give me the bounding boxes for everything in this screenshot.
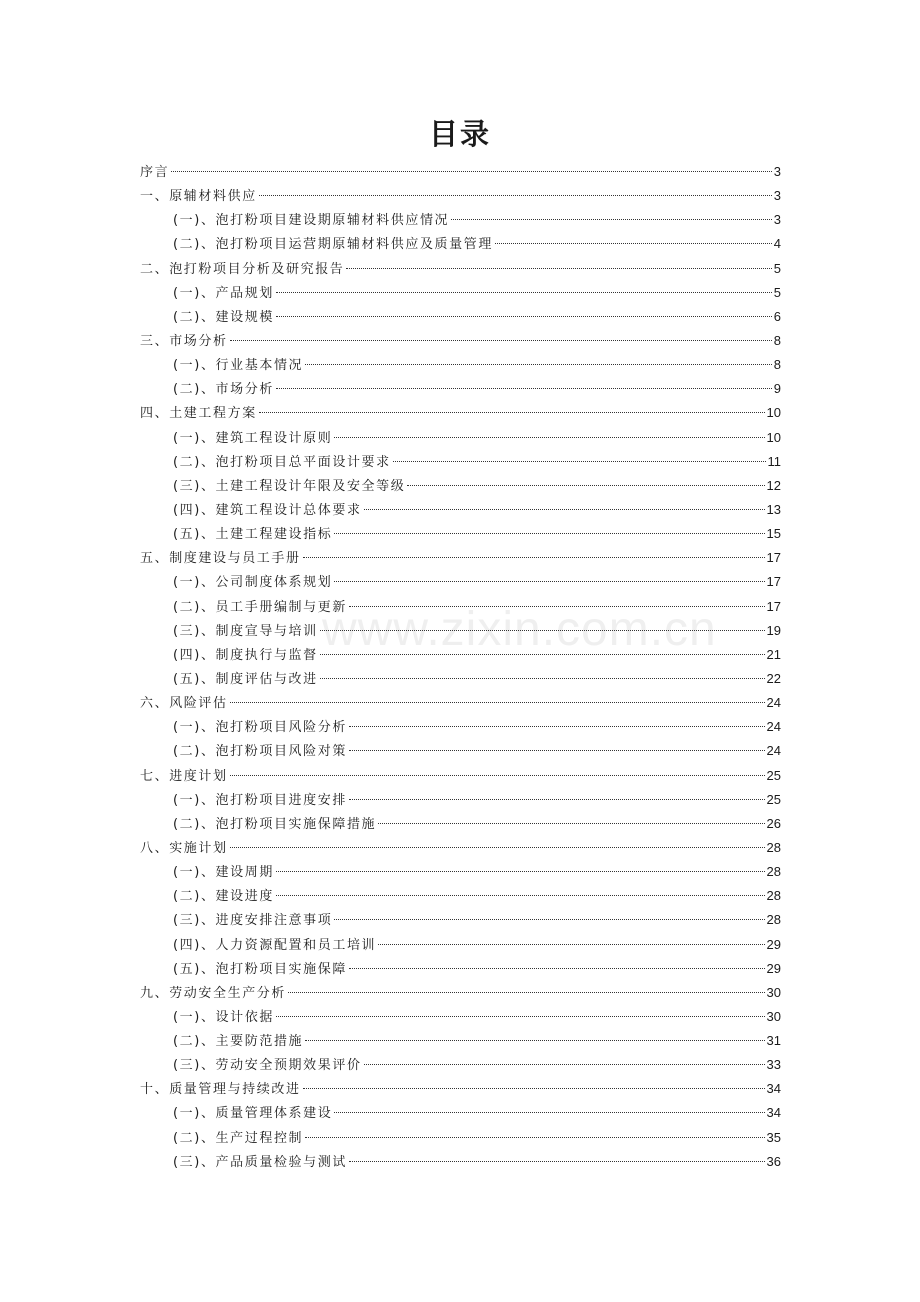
toc-subsection-entry[interactable] [140, 1101, 781, 1125]
toc-subsection-entry[interactable] [140, 739, 781, 763]
toc-entry-label: 九、劳动安全生产分析 [140, 985, 287, 1001]
toc-section-entry[interactable] [140, 691, 781, 715]
toc-subsection-entry[interactable] [140, 619, 781, 643]
toc-dot-leader [349, 606, 765, 607]
toc-subsection-entry[interactable] [140, 860, 781, 884]
toc-subsection-entry[interactable] [140, 812, 781, 836]
toc-dot-leader [276, 1016, 765, 1017]
toc-page-number: 24 [766, 695, 781, 711]
toc-page-number: 4 [773, 236, 781, 252]
toc-dot-leader [393, 461, 766, 462]
toc-page-number: 33 [766, 1057, 781, 1073]
toc-entry-label: (一)、设计依据 [173, 1009, 274, 1025]
toc-subsection-entry[interactable] [140, 788, 781, 812]
toc-entry-label: (二)、泡打粉项目运营期原辅材料供应及质量管理 [173, 237, 493, 253]
toc-dot-leader [346, 268, 771, 269]
toc-dot-leader [349, 1161, 765, 1162]
toc-dot-leader [259, 412, 765, 413]
toc-page-number: 9 [773, 381, 781, 397]
toc-page-number: 17 [766, 574, 781, 590]
toc-page-number: 34 [766, 1081, 781, 1097]
toc-page-number: 12 [766, 477, 781, 493]
toc-page-number: 22 [766, 670, 781, 686]
toc-subsection-entry[interactable] [140, 1126, 781, 1150]
toc-subsection-entry[interactable] [140, 498, 781, 522]
toc-page-number: 24 [766, 719, 781, 735]
toc-subsection-entry[interactable] [140, 377, 781, 401]
toc-page-number: 28 [766, 912, 781, 928]
toc-page-number: 10 [766, 405, 781, 421]
toc-entry-label: 二、泡打粉项目分析及研究报告 [140, 261, 345, 277]
toc-section-entry[interactable] [140, 764, 781, 788]
toc-page-number: 6 [773, 308, 781, 324]
toc-section-entry[interactable] [140, 160, 781, 184]
toc-entry-label: (三)、劳动安全预期效果评价 [173, 1058, 362, 1074]
toc-subsection-entry[interactable] [140, 908, 781, 932]
toc-entry-label: (二)、建设规模 [173, 309, 274, 325]
toc-section-entry[interactable] [140, 981, 781, 1005]
toc-subsection-entry[interactable] [140, 1005, 781, 1029]
toc-subsection-entry[interactable] [140, 933, 781, 957]
toc-page-number: 28 [766, 864, 781, 880]
toc-page-number: 25 [766, 767, 781, 783]
toc-dot-leader [230, 702, 765, 703]
toc-page-number: 28 [766, 888, 781, 904]
toc-page-number: 11 [767, 453, 781, 469]
toc-page-number: 28 [766, 839, 781, 855]
toc-page-number: 15 [766, 526, 781, 542]
toc-page-number: 24 [766, 743, 781, 759]
toc-entry-label: (二)、生产过程控制 [173, 1130, 304, 1146]
toc-dot-leader [303, 1088, 765, 1089]
toc-entry-label: (一)、建筑工程设计原则 [173, 430, 333, 446]
toc-subsection-entry[interactable] [140, 957, 781, 981]
toc-subsection-entry[interactable] [140, 522, 781, 546]
toc-section-entry[interactable] [140, 184, 781, 208]
toc-section-entry[interactable] [140, 546, 781, 570]
toc-subsection-entry[interactable] [140, 643, 781, 667]
toc-entry-label: 一、原辅材料供应 [140, 189, 257, 205]
toc-subsection-entry[interactable] [140, 426, 781, 450]
toc-subsection-entry[interactable] [140, 884, 781, 908]
toc-dot-leader [305, 1137, 764, 1138]
toc-entry-label: (二)、市场分析 [173, 382, 274, 398]
toc-entry-label: (三)、土建工程设计年限及安全等级 [173, 478, 406, 494]
toc-entry-label: (一)、行业基本情况 [173, 358, 304, 374]
toc-entry-label: (一)、公司制度体系规划 [173, 575, 333, 591]
toc-dot-leader [276, 316, 772, 317]
toc-entry-label: (二)、泡打粉项目总平面设计要求 [173, 454, 391, 470]
toc-section-entry[interactable] [140, 257, 781, 281]
toc-subsection-entry[interactable] [140, 715, 781, 739]
toc-subsection-entry[interactable] [140, 1053, 781, 1077]
toc-subsection-entry[interactable] [140, 208, 781, 232]
toc-page-number: 25 [766, 791, 781, 807]
toc-page-number: 31 [766, 1033, 781, 1049]
toc-page-number: 30 [766, 1008, 781, 1024]
toc-section-entry[interactable] [140, 836, 781, 860]
toc-entry-label: (四)、人力资源配置和员工培训 [173, 937, 377, 953]
toc-entry-label: (二)、建设进度 [173, 889, 274, 905]
toc-subsection-entry[interactable] [140, 474, 781, 498]
toc-entry-label: 六、风险评估 [140, 696, 228, 712]
toc-dot-leader [349, 799, 765, 800]
toc-dot-leader [230, 340, 772, 341]
toc-dot-leader [276, 388, 772, 389]
toc-entry-label: (五)、泡打粉项目实施保障 [173, 961, 347, 977]
toc-list [140, 160, 781, 1174]
toc-page-number: 19 [766, 622, 781, 638]
toc-dot-leader [276, 292, 772, 293]
toc-page-number: 17 [766, 598, 781, 614]
toc-page-number: 13 [766, 501, 781, 517]
toc-dot-leader [171, 171, 772, 172]
toc-dot-leader [259, 195, 772, 196]
toc-page-number: 3 [773, 164, 781, 179]
toc-subsection-entry[interactable] [140, 595, 781, 619]
toc-dot-leader [334, 919, 764, 920]
toc-entry-label: (一)、产品规划 [173, 285, 274, 301]
toc-entry-label: (三)、进度安排注意事项 [173, 913, 333, 929]
toc-dot-leader [334, 437, 764, 438]
toc-entry-label: 八、实施计划 [140, 840, 228, 856]
toc-entry-label: (三)、制度宣导与培训 [173, 623, 318, 639]
toc-dot-leader [378, 944, 764, 945]
toc-entry-label: (五)、土建工程建设指标 [173, 527, 333, 543]
toc-entry-label: (二)、泡打粉项目风险对策 [173, 744, 347, 760]
toc-dot-leader [334, 581, 764, 582]
toc-entry-label: (一)、建设周期 [173, 865, 274, 881]
toc-dot-leader [334, 1112, 764, 1113]
toc-subsection-entry[interactable] [140, 667, 781, 691]
toc-dot-leader [288, 992, 765, 993]
toc-dot-leader [230, 847, 765, 848]
toc-section-entry[interactable] [140, 1077, 781, 1101]
toc-entry-label: (五)、制度评估与改进 [173, 671, 318, 687]
toc-entry-label: 四、土建工程方案 [140, 406, 257, 422]
toc-page-number: 36 [766, 1153, 781, 1169]
toc-page-number: 29 [766, 936, 781, 952]
toc-entry-label: 七、进度计划 [140, 768, 228, 784]
toc-page-number: 5 [773, 260, 781, 276]
toc-dot-leader [364, 509, 765, 510]
toc-page-number: 29 [766, 960, 781, 976]
toc-subsection-entry[interactable] [140, 1150, 781, 1174]
toc-page-number: 30 [766, 984, 781, 1000]
toc-entry-label: (四)、建筑工程设计总体要求 [173, 502, 362, 518]
toc-subsection-entry[interactable] [140, 305, 781, 329]
toc-dot-leader [320, 630, 765, 631]
toc-title: 目录 [428, 117, 491, 151]
toc-subsection-entry[interactable] [140, 450, 781, 474]
toc-entry-label: (二)、员工手册编制与更新 [173, 599, 347, 615]
toc-dot-leader [230, 775, 765, 776]
toc-dot-leader [276, 871, 765, 872]
toc-dot-leader [495, 243, 772, 244]
toc-page-number: 5 [773, 284, 781, 300]
toc-section-entry[interactable] [140, 401, 781, 425]
toc-entry-label: (二)、泡打粉项目实施保障措施 [173, 816, 377, 832]
toc-page-number: 35 [766, 1129, 781, 1145]
toc-dot-leader [349, 726, 765, 727]
toc-entry-label: (二)、主要防范措施 [173, 1034, 304, 1050]
toc-section-entry[interactable] [140, 329, 781, 353]
toc-subsection-entry[interactable] [140, 570, 781, 594]
toc-dot-leader [305, 364, 772, 365]
toc-entry-label: (一)、泡打粉项目进度安排 [173, 792, 347, 808]
watermark-text: www.zixin.com.cn [322, 603, 717, 656]
toc-dot-leader [303, 557, 765, 558]
toc-dot-leader [320, 654, 765, 655]
toc-subsection-entry[interactable] [140, 1029, 781, 1053]
toc-dot-leader [364, 1064, 765, 1065]
toc-entry-label: 序言 [140, 165, 170, 180]
toc-page-number: 3 [773, 188, 781, 204]
toc-entry-label: 五、制度建设与员工手册 [140, 551, 301, 567]
toc-page-number: 26 [766, 815, 781, 831]
toc-dot-leader [276, 895, 765, 896]
toc-page-number: 34 [766, 1105, 781, 1121]
toc-dot-leader [451, 219, 772, 220]
toc-entry-label: (三)、产品质量检验与测试 [173, 1154, 347, 1170]
toc-dot-leader [378, 823, 764, 824]
toc-entry-label: (一)、泡打粉项目建设期原辅材料供应情况 [173, 213, 450, 229]
toc-page-number: 10 [766, 429, 781, 445]
toc-page-number: 8 [773, 332, 781, 348]
toc-dot-leader [320, 678, 765, 679]
toc-page-number: 3 [773, 212, 781, 228]
toc-dot-leader [349, 968, 765, 969]
toc-dot-leader [407, 485, 764, 486]
toc-subsection-entry[interactable] [140, 232, 781, 256]
toc-dot-leader [349, 750, 765, 751]
toc-page-number: 17 [766, 550, 781, 566]
toc-dot-leader [334, 533, 764, 534]
toc-dot-leader [305, 1040, 764, 1041]
toc-entry-label: (一)、泡打粉项目风险分析 [173, 720, 347, 736]
toc-page-number: 21 [766, 646, 781, 662]
toc-entry-label: 三、市场分析 [140, 333, 228, 349]
toc-page-number: 8 [773, 357, 781, 373]
toc-subsection-entry[interactable] [140, 353, 781, 377]
toc-entry-label: (一)、质量管理体系建设 [173, 1106, 333, 1122]
toc-subsection-entry[interactable] [140, 281, 781, 305]
toc-entry-label: (四)、制度执行与监督 [173, 647, 318, 663]
toc-entry-label: 十、质量管理与持续改进 [140, 1082, 301, 1098]
